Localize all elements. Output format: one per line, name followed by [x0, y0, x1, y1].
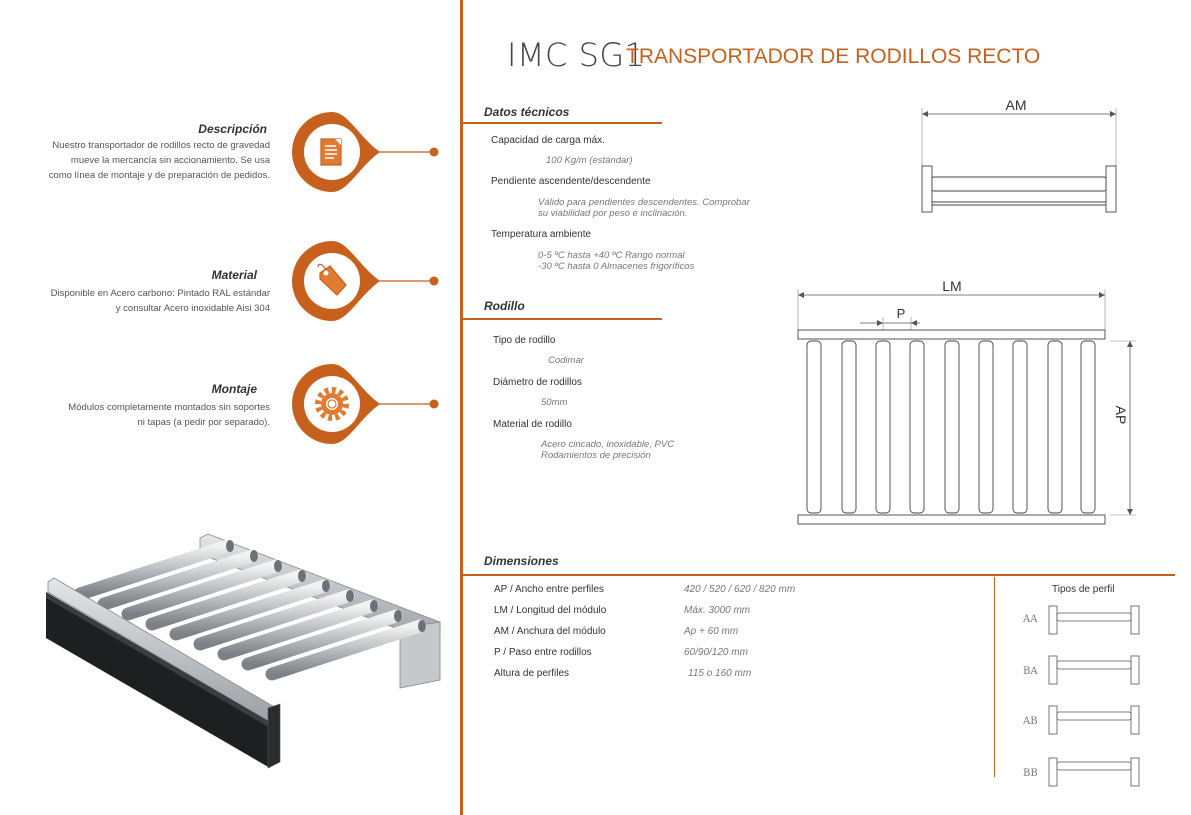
- profile-aa-diagram: [1045, 604, 1145, 636]
- spec-label: Pendiente ascendente/descendente: [491, 176, 651, 187]
- profile-bb-diagram: [1045, 756, 1145, 788]
- section-heading-dimensiones: Dimensiones: [484, 554, 559, 568]
- dimension-value: Ap + 60 mm: [684, 626, 739, 637]
- dimension-label: Altura de perfiles: [494, 668, 570, 679]
- dimension-label: AP / Ancho entre perfiles: [494, 584, 604, 595]
- section-rule: [462, 318, 662, 320]
- profile-types-title: Tipos de perfil: [1052, 584, 1115, 595]
- feature-pin-descripcion: [290, 110, 450, 194]
- profile-ba-diagram: [1045, 654, 1145, 686]
- dimension-value: Máx. 3000 mm: [684, 605, 751, 616]
- dimension-value: 115 o 160 mm: [688, 668, 752, 679]
- section-rule: [462, 122, 662, 124]
- section-rule-wide: [462, 574, 1175, 576]
- lm-label: LM: [942, 278, 962, 294]
- spec-value: Acero cincado, inoxidable, PVC Rodamientos de precisión: [541, 439, 675, 461]
- profile-code: AA: [1023, 614, 1038, 625]
- feature-text-material: Disponible en Acero carbono: Pintado RAL estándar y consultar Acero inoxidable Aisi 304: [50, 288, 270, 314]
- am-label: AM: [1005, 97, 1027, 113]
- profile-ab-diagram: [1045, 704, 1145, 736]
- profile-code: BA: [1023, 666, 1038, 677]
- feature-title-material: Material: [211, 268, 257, 282]
- section-heading-datos-tecnicos: Datos técnicos: [484, 105, 570, 119]
- dimension-value: 60/90/120 mm: [684, 647, 748, 658]
- dimension-value: 420 / 520 / 620 / 820 mm: [684, 584, 796, 595]
- section-heading-rodillo: Rodillo: [484, 299, 525, 313]
- feature-pin-material: [290, 239, 450, 323]
- conveyor-3d-illustration: [40, 530, 450, 775]
- document-icon: [321, 139, 341, 165]
- profile-code: BB: [1023, 768, 1038, 779]
- feature-title-montaje: Montaje: [211, 382, 257, 396]
- product-model: IMC SG1: [507, 36, 646, 74]
- ap-label: AP: [1113, 405, 1129, 425]
- spec-value: 50mm: [541, 397, 568, 408]
- spec-label: Temperatura ambiente: [491, 229, 592, 240]
- feature-pin-montaje: [290, 362, 450, 446]
- dimension-label: P / Paso entre rodillos: [494, 647, 592, 658]
- plan-rollers: [807, 341, 1095, 513]
- spec-value: Codimar: [548, 355, 584, 366]
- dimension-label: LM / Longitud del módulo: [494, 605, 607, 616]
- profile-separator: [994, 577, 995, 777]
- profile-code: AB: [1023, 716, 1038, 727]
- spec-value: 100 Kg/m (estándar): [546, 155, 633, 166]
- product-subtitle: TRANSPORTADOR DE RODILLOS RECTO: [626, 45, 1041, 68]
- am-width-diagram: [910, 92, 1130, 217]
- spec-label: Tipo de rodillo: [493, 335, 556, 346]
- feature-text-montaje: Módulos completamente montados sin soportes ni tapas (a pedir por separado).: [68, 402, 270, 428]
- spec-label: Diámetro de rodillos: [493, 377, 582, 388]
- spec-value: Válido para pendientes descendentes. Comprobar su viabilidad por peso e inclinación.: [538, 197, 750, 219]
- spec-label: Material de rodillo: [493, 419, 572, 430]
- p-label: P: [896, 306, 906, 321]
- gear-icon: [318, 390, 346, 418]
- spec-label: Capacidad de carga máx.: [491, 135, 605, 146]
- plan-view-diagram: [790, 275, 1140, 535]
- dimension-label: AM / Anchura del módulo: [494, 626, 606, 637]
- feature-text-descripcion: Nuestro transportador de rodillos recto de gravedad mueve la mercancía sin accionamiento. Se usa como línea de montaje y de preparación de pedidos.: [48, 140, 270, 181]
- feature-title-descripcion: Descripción: [198, 122, 267, 136]
- spec-value: 0-5 ºC hasta +40 ºC Rango normal -30 ºC hasta 0 Almacenes frigoríficos: [538, 250, 695, 272]
